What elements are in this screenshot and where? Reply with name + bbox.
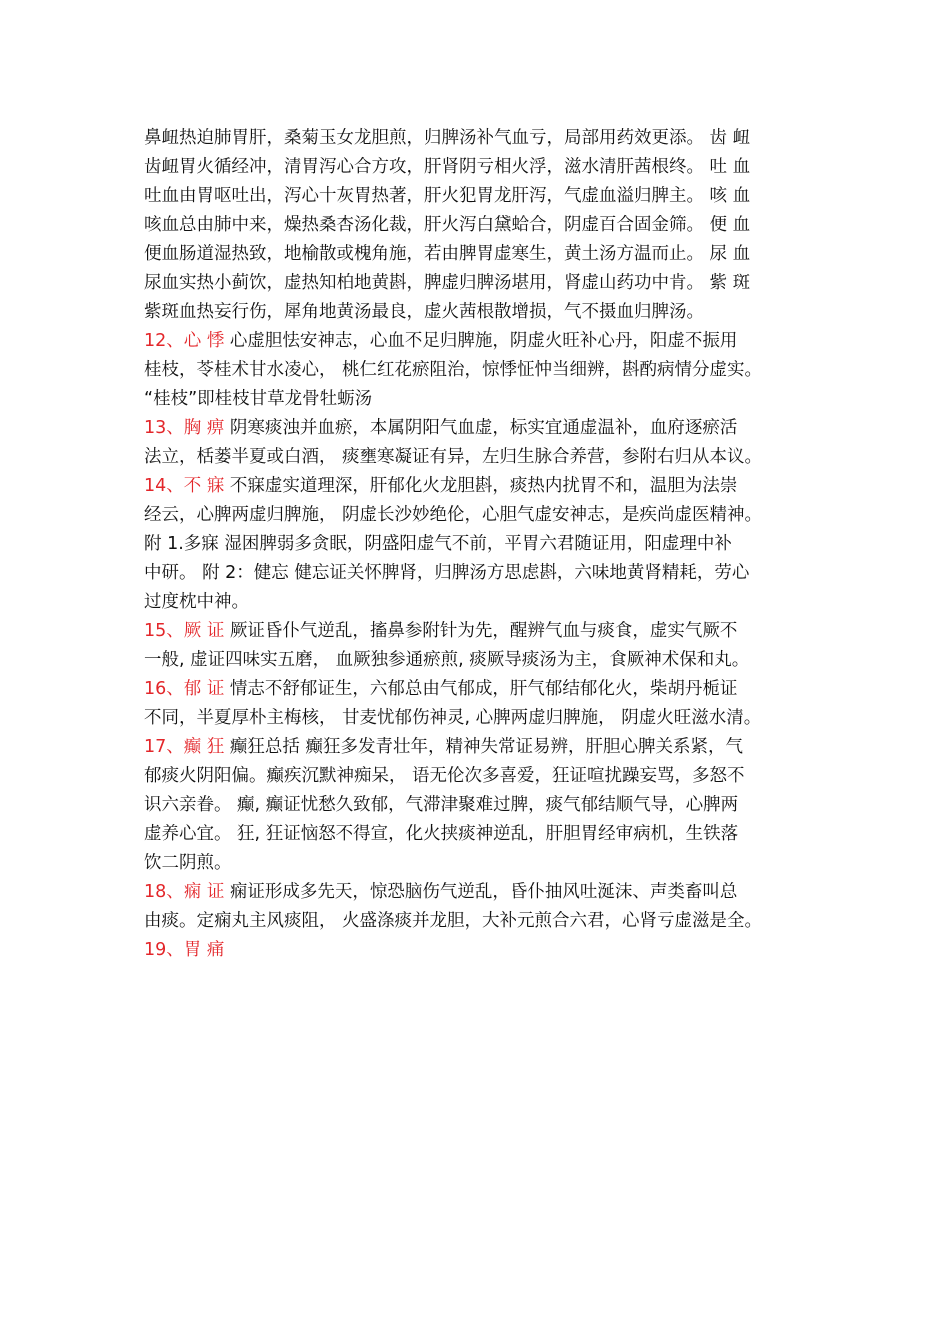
document-body [144,124,824,965]
line-text: 痫证形成多先天，惊恐脑伤气逆乱，昏仆抽风吐涎沫、声类畜叫总 [224,882,738,902]
text-line [144,791,824,820]
text-line [144,182,824,211]
text-line [144,443,824,472]
text-line [144,675,824,704]
text-line [144,733,824,762]
line-text: 法立，栝蒌半夏或白酒， 痰壅寒凝证有异，左归生脉合养营，参附右归从本议。 [144,447,763,467]
section-heading: 17、癫 狂 [144,737,225,757]
line-text: 由痰。定痫丸主风痰阻， 火盛涤痰并龙胆，大补元煎合六君，心肾亏虚滋是全。 [144,911,763,931]
text-line [144,356,824,385]
text-line [144,704,824,733]
line-text: 心虚胆怯安神志，心血不足归脾施，阴虚火旺补心丹，阳虚不振用 [224,331,738,351]
text-line [144,501,824,530]
text-line [144,240,824,269]
text-line [144,617,824,646]
text-line [144,907,824,936]
line-text: 饮二阴煎。 [144,853,232,873]
section-heading: 19、胃 痛 [144,940,225,960]
text-line [144,588,824,617]
line-text: 咳血总由肺中来，燥热桑杏汤化裁，肝火泻白黛蛤合，阴虚百合固金筛。 便 血 [144,215,751,235]
line-text: 不寐虚实道理深，肝郁化火龙胆斟，痰热内扰胃不和，温胆为法崇 [224,476,738,496]
text-line [144,646,824,675]
text-line [144,385,824,414]
line-text: 尿血实热小蓟饮，虚热知柏地黄斟，脾虚归脾汤堪用，肾虚山药功中肯。 紫 斑 [144,273,751,293]
section-heading: 13、胸 痹 [144,418,225,438]
text-line [144,559,824,588]
text-line [144,269,824,298]
text-line [144,472,824,501]
line-text: 附 1.多寐 湿困脾弱多贪眠，阴盛阳虚气不前，平胃六君随证用，阳虚理中补 [144,534,732,554]
text-line [144,211,824,240]
line-text: 郁痰火阴阳偏。癫疾沉默神痴呆， 语无伦次多喜爱，狂证喧扰躁妄骂，多怒不 [144,766,745,786]
text-line [144,414,824,443]
line-text: 吐血由胃呕吐出，泻心十灰胃热著，肝火犯胃龙肝泻，气虚血溢归脾主。 咳 血 [144,186,751,206]
text-line [144,124,824,153]
section-heading: 16、郁 证 [144,679,225,699]
text-line [144,530,824,559]
line-text: 癫狂总括 癫狂多发青壮年，精神失常证易辨，肝胆心脾关系紧，气 [224,737,743,757]
line-text: 紫斑血热妄行伤，犀角地黄汤最良，虚火茜根散增损，气不摄血归脾汤。 [144,302,704,322]
section-heading: 15、厥 证 [144,621,225,641]
text-line [144,298,824,327]
line-text: 过度枕中神。 [144,592,249,612]
line-text: 中研。 附 2：健忘 健忘证关怀脾肾，归脾汤方思虑斟，六味地黄肾精耗，劳心 [144,563,750,583]
text-line [144,153,824,182]
line-text: 经云，心脾两虚归脾施， 阴虚长沙妙绝伦，心胆气虚安神志，是疾尚虚医精神。 [144,505,763,525]
line-text: 便血肠道湿热致，地榆散或槐角施，若由脾胃虚寒生，黄土汤方温而止。 尿 血 [144,244,751,264]
section-heading: 18、痫 证 [144,882,225,902]
text-line [144,849,824,878]
line-text: 一般, 虚证四味实五磨， 血厥独参通瘀煎, 痰厥导痰汤为主，食厥神术保和丸。 [144,650,750,670]
text-line [144,820,824,849]
line-text: 阴寒痰浊并血瘀，本属阴阳气血虚，标实宜通虚温补，血府逐瘀活 [224,418,738,438]
line-text: 不同，半夏厚朴主梅核， 甘麦忧郁伤神灵, 心脾两虚归脾施， 阴虚火旺滋水清。 [144,708,762,728]
line-text: 虚养心宜。 狂, 狂证恼怒不得宣，化火挟痰神逆乱，肝胆胃经审病机，生铁落 [144,824,739,844]
text-line [144,327,824,356]
line-text: 桂枝，苓桂术甘水凌心， 桃仁红花瘀阻治，惊悸怔忡当细辨，斟酌病情分虚实。 [144,360,763,380]
line-text: 厥证昏仆气逆乱，搐鼻参附针为先，醒辨气血与痰食，虚实气厥不 [224,621,738,641]
text-line [144,762,824,791]
line-text: 齿衄胃火循经冲，清胃泻心合方攻，肝肾阴亏相火浮，滋水清肝茜根终。 吐 血 [144,157,751,177]
line-text: “桂枝”即桂枝甘草龙骨牡蛎汤 [144,389,373,409]
line-text: 情志不舒郁证生，六郁总由气郁成，肝气郁结郁化火，柴胡丹栀证 [224,679,738,699]
text-line [144,878,824,907]
line-text: 识六亲眷。 癫, 癫证忧愁久致郁，气滞津聚难过脾，痰气郁结顺气导，心脾两 [144,795,739,815]
section-heading: 12、心 悸 [144,331,225,351]
line-text: 鼻衄热迫肺胃肝，桑菊玉女龙胆煎，归脾汤补气血亏，局部用药效更添。 齿 衄 [144,128,751,148]
section-heading: 14、不 寐 [144,476,225,496]
text-line [144,936,824,965]
